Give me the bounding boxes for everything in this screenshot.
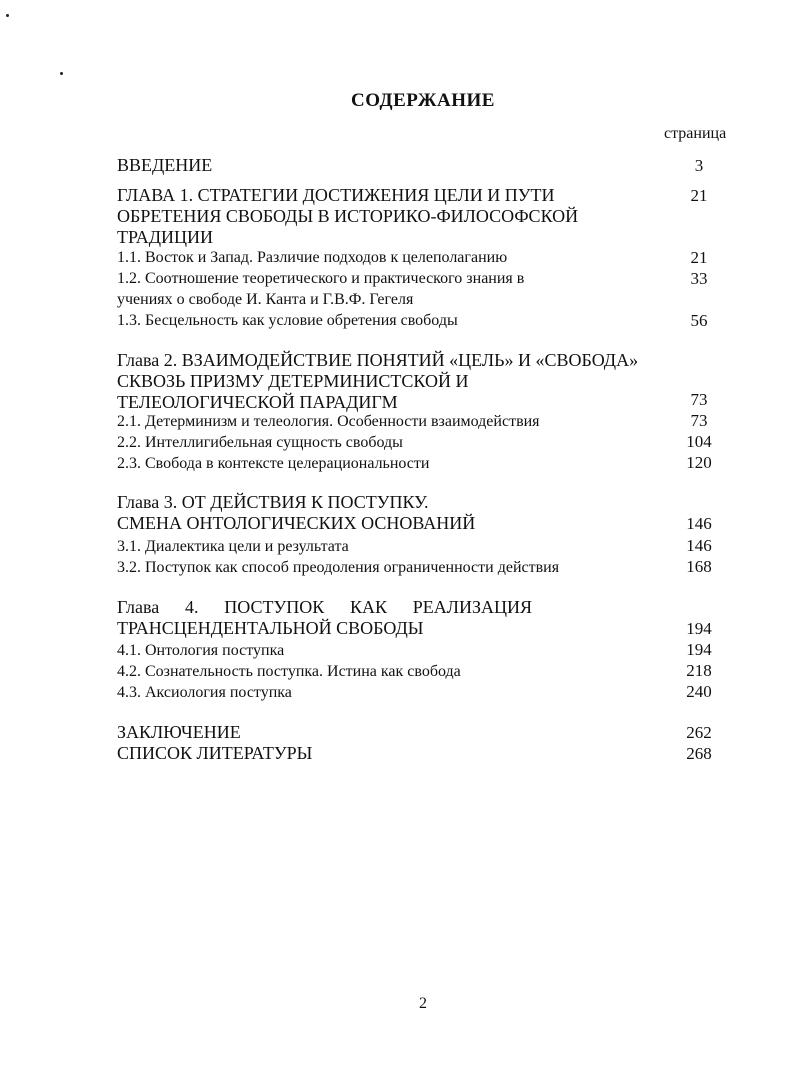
toc-chapter-word: ПОСТУПОК [224, 597, 325, 617]
toc-page-number: 146 [686, 536, 712, 555]
toc-chapter-word: РЕАЛИЗАЦИЯ [412, 597, 532, 617]
toc-page-number: 21 [690, 186, 708, 205]
toc-section: 4.2. Сознательность поступка. Истина как свобода [117, 663, 461, 680]
toc-section: 3.1. Диалектика цели и результата [117, 538, 349, 555]
toc-section: 3.2. Поступок как способ преодоления ограниченности действия [117, 559, 560, 576]
toc-page-number: 120 [686, 453, 712, 472]
toc-page-number: 168 [686, 557, 712, 576]
toc-conclusion-title: ЗАКЛЮЧЕНИЕ [117, 722, 241, 742]
toc-section: учениях о свободе И. Канта и Г.В.Ф. Гегеля [117, 291, 414, 308]
toc-chapter-heading: ТРАДИЦИИ [117, 227, 213, 247]
toc-page-number: 73 [690, 411, 708, 430]
toc-chapter-word: Глава [117, 597, 160, 617]
toc-section: 1.2. Соотношение теоретического и практического знания в [117, 270, 525, 287]
toc-page-number: 218 [686, 661, 712, 680]
toc-chapter-heading: СМЕНА ОНТОЛОГИЧЕСКИХ ОСНОВАНИЙ [117, 513, 476, 533]
toc-section: 2.3. Свобода в контексте целерациональности [117, 455, 430, 472]
toc-chapter-heading: ТЕЛЕОЛОГИЧЕСКОЙ ПАРАДИГМ [117, 392, 398, 412]
toc-chapter-heading: Глава 3. ОТ ДЕЙСТВИЯ К ПОСТУПКУ. [117, 492, 429, 512]
page-title: СОДЕРЖАНИЕ [351, 90, 495, 111]
page-number: 2 [419, 995, 427, 1012]
toc-page-number: 56 [690, 311, 708, 330]
toc-page-number: 33 [690, 269, 708, 288]
toc-intro-title: ВВЕДЕНИЕ [117, 155, 213, 175]
toc-bibliography-title: СПИСОК ЛИТЕРАТУРЫ [117, 743, 313, 763]
toc-page-number: 146 [686, 514, 712, 533]
toc-page-number: 262 [686, 723, 712, 742]
toc-chapter-heading: Глава 2. ВЗАИМОДЕЙСТВИЕ ПОНЯТИЙ «ЦЕЛЬ» И «СВОБОДА» [117, 350, 639, 370]
toc-page-number: 3 [694, 156, 704, 175]
toc-section: 1.1. Восток и Запад. Различие подходов к целеполаганию [117, 249, 508, 266]
toc-page-number: 268 [686, 744, 712, 763]
toc-page-number: 73 [690, 390, 708, 409]
toc-page-number: 104 [686, 432, 712, 451]
toc-page-number: 240 [686, 682, 712, 701]
toc-chapter-heading: ТРАНСЦЕНДЕНТАЛЬНОЙ СВОБОДЫ [117, 618, 424, 638]
toc-chapter-word: КАК [350, 597, 388, 617]
toc-chapter-heading [117, 597, 532, 618]
page-column-label: страница [664, 125, 727, 142]
toc-chapter-heading: ГЛАВА 1. СТРАТЕГИИ ДОСТИЖЕНИЯ ЦЕЛИ И ПУТИ [117, 185, 555, 205]
toc-section: 2.1. Детерминизм и телеология. Особенности взаимодействия [117, 413, 540, 430]
toc-section: 4.3. Аксиология поступка [117, 684, 292, 701]
toc-chapter-word: 4. [185, 597, 199, 617]
scan-speck [60, 72, 63, 75]
toc-page-number: 194 [686, 619, 712, 638]
toc-page-number: 21 [690, 248, 708, 267]
toc-section: 2.2. Интеллигибельная сущность свободы [117, 434, 403, 451]
toc-section: 4.1. Онтология поступка [117, 642, 285, 659]
toc-chapter-heading: СКВОЗЬ ПРИЗМУ ДЕТЕРМИНИСТСКОЙ И [117, 371, 469, 391]
toc-page-number: 194 [686, 640, 712, 659]
scan-speck [6, 14, 9, 17]
toc-chapter-heading: ОБРЕТЕНИЯ СВОБОДЫ В ИСТОРИКО-ФИЛОСОФСКОЙ [117, 206, 579, 226]
toc-section: 1.3. Бесцельность как условие обретения свободы [117, 312, 458, 329]
